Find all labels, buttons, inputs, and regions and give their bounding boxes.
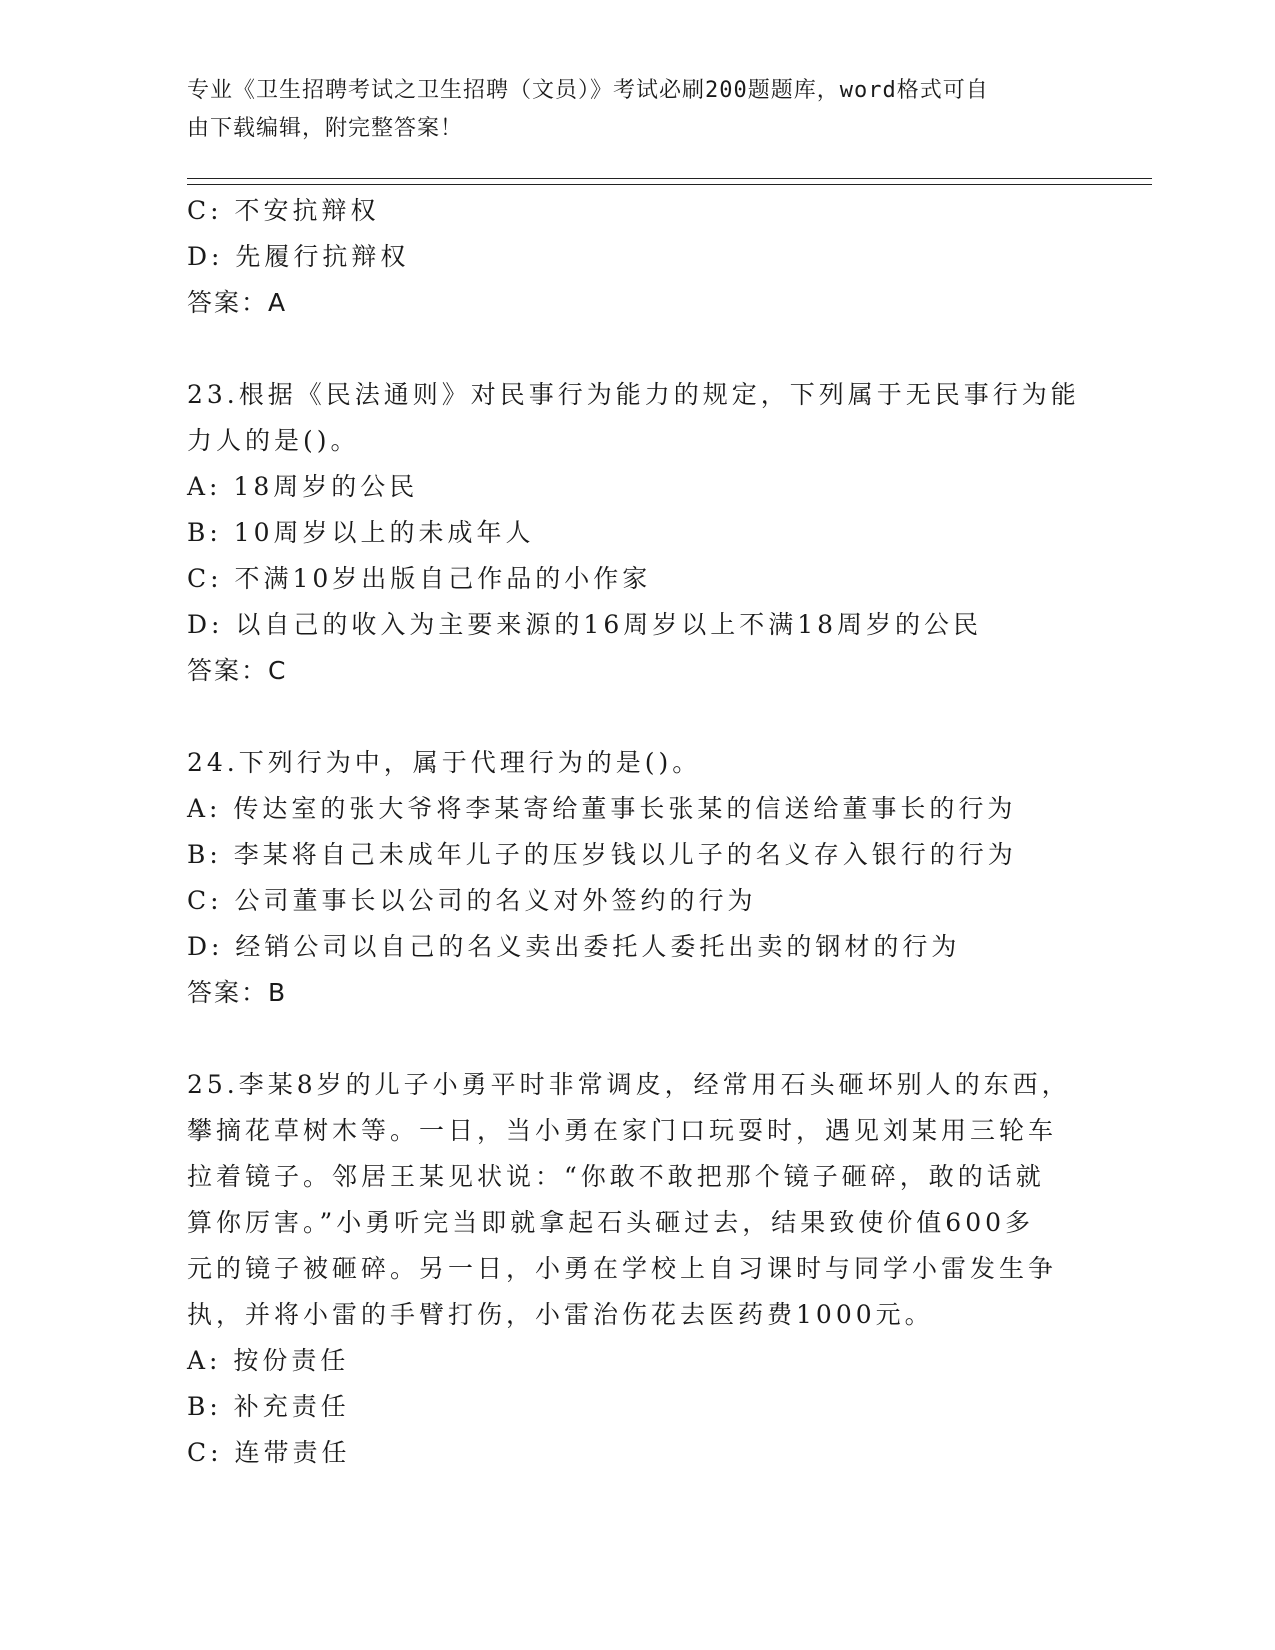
header-divider-top xyxy=(187,178,1152,179)
option-b: B: 补充责任 xyxy=(187,1392,350,1421)
question-text: 攀摘花草树木等。一日，当小勇在家门口玩耍时，遇见刘某用三轮车 xyxy=(187,1116,1058,1145)
question-text: 24.下列行为中，属于代理行为的是()。 xyxy=(187,748,702,777)
question-text: 算你厉害。”小勇听完当即就拿起石头砸过去，结果致使价值600多 xyxy=(187,1208,1035,1237)
header-line-1: 专业《卫生招聘考试之卫生招聘（文员）》考试必刷200题题库，word格式可自 xyxy=(187,78,989,103)
question-content xyxy=(187,188,1087,1476)
question-24-block xyxy=(187,740,1087,1016)
option-c: C: 公司董事长以公司的名义对外签约的行为 xyxy=(187,886,757,915)
question-22-block xyxy=(187,188,1087,326)
option-c: C: 不安抗辩权 xyxy=(187,196,380,225)
answer-label: 答案：A xyxy=(187,288,288,317)
answer-label: 答案：B xyxy=(187,978,288,1007)
option-a: A: 按份责任 xyxy=(187,1346,350,1375)
option-a: A: 传达室的张大爷将李某寄给董事长张某的信送给董事长的行为 xyxy=(187,794,1017,823)
answer-label: 答案：C xyxy=(187,656,288,685)
question-text: 25.李某8岁的儿子小勇平时非常调皮，经常用石头砸坏别人的东西， xyxy=(187,1070,1071,1099)
spacer xyxy=(187,1016,1087,1062)
question-25-block xyxy=(187,1062,1087,1476)
question-text: 力人的是()。 xyxy=(187,426,360,455)
option-d: D: 经销公司以自己的名义卖出委托人委托出卖的钢材的行为 xyxy=(187,932,961,961)
option-b: B: 李某将自己未成年儿子的压岁钱以儿子的名义存入银行的行为 xyxy=(187,840,1017,869)
spacer xyxy=(187,694,1087,740)
question-text: 执，并将小雷的手臂打伤，小雷治伤花去医药费1000元。 xyxy=(187,1300,934,1329)
option-d: D: 先履行抗辩权 xyxy=(187,242,410,271)
option-c: C: 连带责任 xyxy=(187,1438,351,1467)
option-c: C: 不满10岁出版自己作品的小作家 xyxy=(187,564,652,593)
option-d: D: 以自己的收入为主要来源的16周岁以上不满18周岁的公民 xyxy=(187,610,983,639)
spacer xyxy=(187,326,1087,372)
question-23-block xyxy=(187,372,1087,694)
header-divider-bottom xyxy=(187,184,1152,185)
question-text: 23.根据《民法通则》对民事行为能力的规定，下列属于无民事行为能 xyxy=(187,380,1080,409)
option-b: B: 10周岁以上的未成年人 xyxy=(187,518,535,547)
document-header xyxy=(187,72,1067,148)
header-line-2: 由下载编辑，附完整答案！ xyxy=(187,116,464,141)
option-a: A: 18周岁的公民 xyxy=(187,472,419,501)
question-text: 元的镜子被砸碎。另一日，小勇在学校上自习课时与同学小雷发生争 xyxy=(187,1254,1058,1283)
question-text: 拉着镜子。邻居王某见状说：“你敢不敢把那个镜子砸碎，敢的话就 xyxy=(187,1162,1045,1191)
